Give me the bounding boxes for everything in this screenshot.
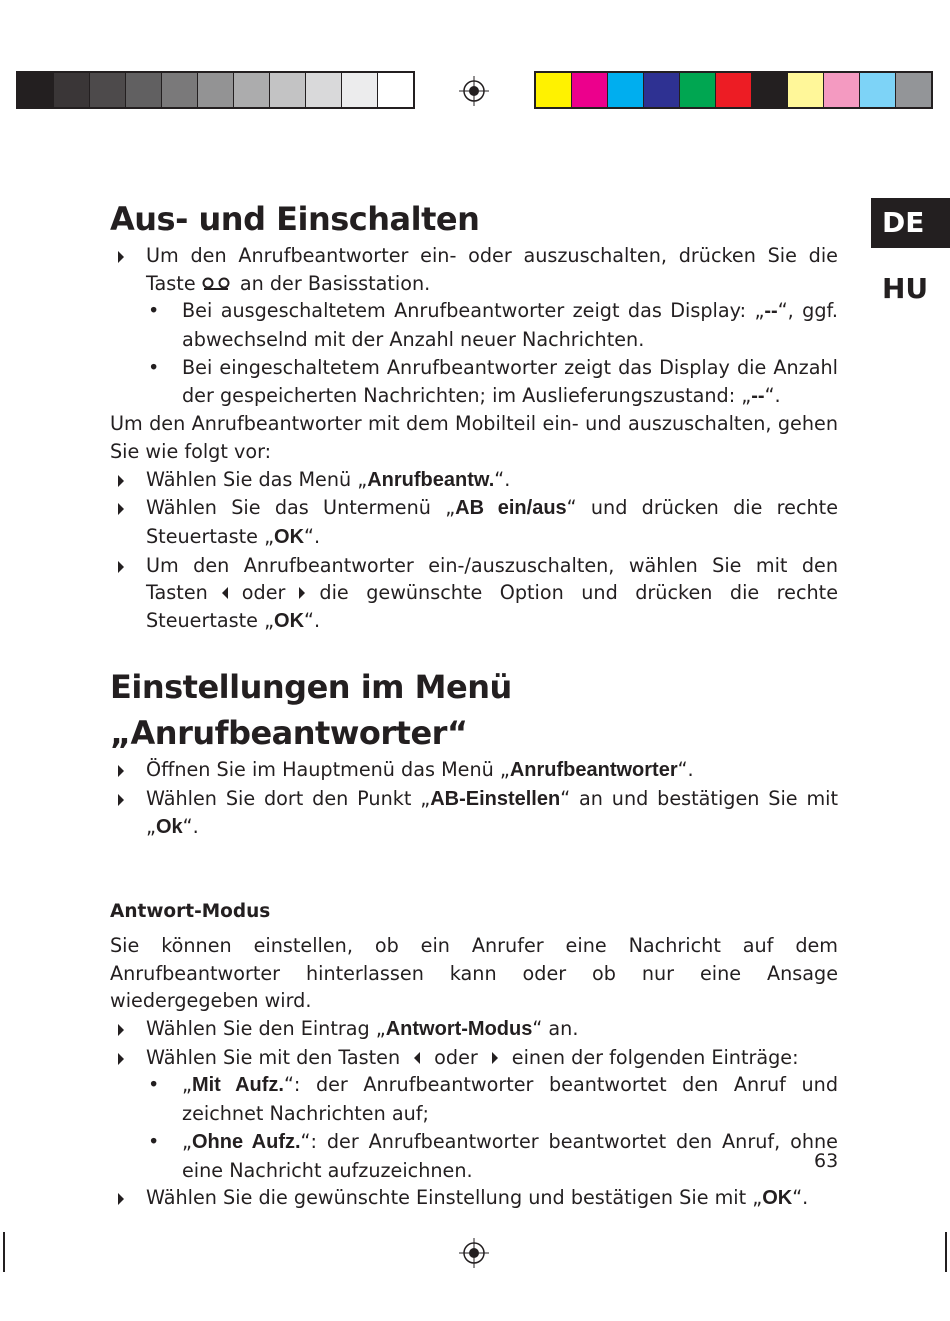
arrow-bullet-icon bbox=[118, 1193, 124, 1205]
bullet: • bbox=[148, 1129, 160, 1153]
sub-item: • Bei ausgeschaltetem Anrufbeantworter zeigt das Display: „--“, ggf. abwechselnd mit der Anzahl neuer Nachrichten. bbox=[148, 299, 838, 352]
registration-mark-icon bbox=[459, 76, 489, 106]
grayscale-color-bar bbox=[16, 71, 415, 109]
right-key-icon bbox=[492, 1052, 498, 1064]
color-swatch bbox=[716, 73, 752, 107]
arrow-bullet-icon bbox=[118, 251, 124, 263]
instruction-item: Um den Anrufbeantworter ein-/auszuschalten, wählen Sie mit den Tasten oder die gewünschte Option und drücken die rechte Steuertaste „OK“. bbox=[110, 552, 838, 636]
color-swatch bbox=[536, 73, 572, 107]
color-swatch bbox=[572, 73, 608, 107]
process-color-bar bbox=[534, 71, 933, 109]
arrow-bullet-icon bbox=[118, 1053, 124, 1065]
subsection-title: Antwort-Modus bbox=[110, 900, 271, 922]
color-swatch bbox=[270, 73, 306, 107]
paragraph: Sie können einstellen, ob ein Anrufer eine Nachricht auf dem Anrufbeantworter hinterlassen kann oder ob nur eine Ansage wiedergegeben wird. bbox=[110, 933, 838, 1013]
arrow-bullet-icon bbox=[118, 765, 124, 777]
color-swatch bbox=[378, 73, 413, 107]
color-swatch bbox=[824, 73, 860, 107]
instruction-item: Wählen Sie den Eintrag „Antwort-Modus“ an. bbox=[110, 1015, 838, 1044]
color-swatch bbox=[896, 73, 931, 107]
color-swatch bbox=[788, 73, 824, 107]
bullet: • bbox=[148, 355, 160, 379]
instruction-item: Um den Anrufbeantworter ein- oder auszuschalten, drücken Sie die Taste an der Basisstation. bbox=[110, 242, 838, 297]
arrow-bullet-icon bbox=[118, 503, 124, 515]
right-key-icon bbox=[299, 587, 305, 599]
registration-mark-icon bbox=[459, 1238, 489, 1268]
trim-mark bbox=[3, 1232, 5, 1272]
color-swatch bbox=[680, 73, 716, 107]
color-swatch bbox=[342, 73, 378, 107]
color-swatch bbox=[162, 73, 198, 107]
instruction-item: Wählen Sie das Untermenü „AB ein/aus“ und drücken die rechte Steuertaste „OK“. bbox=[110, 494, 838, 551]
language-tab-hu[interactable]: HU bbox=[882, 272, 929, 305]
arrow-bullet-icon bbox=[118, 794, 124, 806]
arrow-bullet-icon bbox=[118, 561, 124, 573]
sub-item: • „Ohne Aufz.“: der Anrufbeantworter beantwortet den Anruf, ohne eine Nachricht aufzuzeichnen. bbox=[148, 1129, 838, 1182]
color-swatch bbox=[860, 73, 896, 107]
instruction-item: Öffnen Sie im Hauptmenü das Menü „Anrufbeantworter“. bbox=[110, 756, 838, 785]
instruction-item: Wählen Sie das Menü „Anrufbeantw.“. bbox=[110, 466, 838, 495]
left-key-icon bbox=[414, 1052, 420, 1064]
sub-item: • Bei eingeschaltetem Anrufbeantworter zeigt das Display die Anzahl der gespeicherten Nachrichten; im Auslieferungszustand: „--“. bbox=[148, 355, 838, 407]
color-swatch bbox=[54, 73, 90, 107]
section-title: Einstellungen im Menü „Anrufbeantworter“ bbox=[110, 667, 512, 752]
color-swatch bbox=[644, 73, 680, 107]
color-swatch bbox=[234, 73, 270, 107]
page-content bbox=[110, 196, 838, 1213]
left-key-icon bbox=[222, 587, 228, 599]
color-swatch bbox=[126, 73, 162, 107]
instruction-item: Wählen Sie die gewünschte Einstellung und bestätigen Sie mit „OK“. bbox=[110, 1184, 838, 1213]
bullet: • bbox=[148, 299, 160, 323]
color-swatch bbox=[608, 73, 644, 107]
answering-machine-key-icon bbox=[202, 277, 230, 291]
arrow-bullet-icon bbox=[118, 475, 124, 487]
arrow-bullet-icon bbox=[118, 1024, 124, 1036]
paragraph: Um den Anrufbeantworter mit dem Mobilteil ein- und auszuschalten, gehen Sie wie folgt vor: bbox=[110, 412, 838, 463]
sub-item: • „Mit Aufz.“: der Anrufbeantworter beantwortet den Anruf und zeichnet Nachrichten auf; bbox=[148, 1073, 838, 1126]
section-title: Aus- und Einschalten bbox=[110, 200, 480, 238]
page-number: 63 bbox=[814, 1150, 839, 1172]
color-swatch bbox=[90, 73, 126, 107]
language-tab-de[interactable]: DE bbox=[871, 198, 950, 248]
color-swatch bbox=[18, 73, 54, 107]
trim-mark bbox=[945, 1232, 947, 1272]
color-swatch bbox=[306, 73, 342, 107]
color-swatch bbox=[198, 73, 234, 107]
bullet: • bbox=[148, 1073, 160, 1097]
instruction-item: Wählen Sie dort den Punkt „AB-Einstellen“ an und bestätigen Sie mit „Ok“. bbox=[110, 785, 838, 842]
instruction-item: Wählen Sie mit den Tasten oder einen der folgenden Einträge: bbox=[110, 1044, 838, 1072]
color-swatch bbox=[752, 73, 788, 107]
